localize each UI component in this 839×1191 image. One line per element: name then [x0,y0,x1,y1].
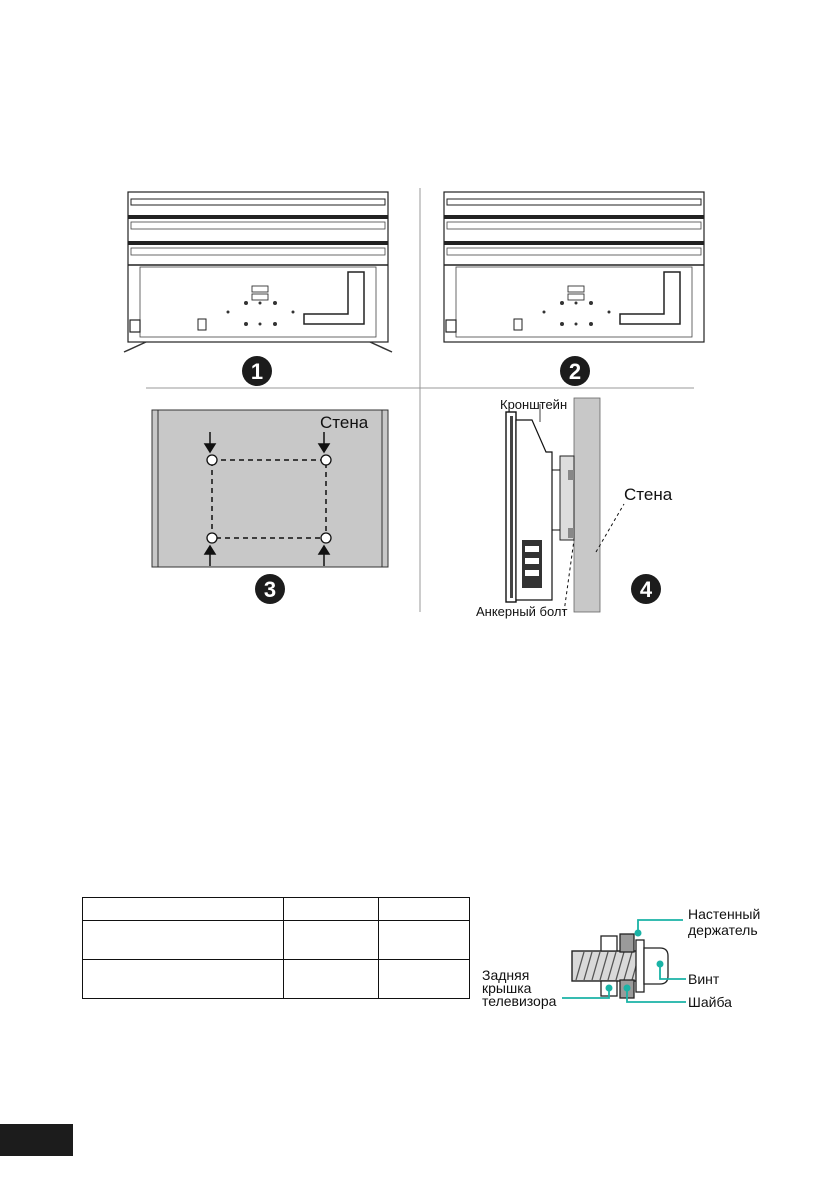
table-cell [284,960,379,999]
step-number-2: 2 [568,359,582,384]
anchor-bolt-label: Анкерный болт [476,604,568,619]
table-row [83,898,470,921]
bracket-label: Кронштейн [500,397,568,412]
tv-back-illustration-1 [124,192,392,352]
table-cell [284,898,379,921]
table-cell [379,960,470,999]
screw-label: Винт [688,971,720,987]
wall-mount-label-line2: держатель [688,922,758,938]
wall-label-step3: Стена [320,413,369,432]
washer-label: Шайба [688,994,732,1010]
back-cover-label-line1: Задняя [482,967,530,983]
wall-label-step4: Стена [624,485,673,504]
table-cell [83,898,284,921]
side-view-mounting [506,398,624,612]
back-cover-label-line3: телевизора [482,993,557,1009]
step-number-4: 4 [639,577,653,602]
table-row [83,960,470,999]
step-number-3: 3 [263,577,277,602]
table-cell [379,898,470,921]
table-cell [83,960,284,999]
screw-spec-table [82,897,470,999]
table-cell [284,921,379,960]
screw-assembly-diagram [470,900,800,1020]
tv-back-illustration-2 [444,192,704,342]
back-cover-label-line2: крышка [482,980,532,996]
step-number-1: 1 [250,359,264,384]
table-cell [379,921,470,960]
table-cell [83,921,284,960]
page-tab-marker [0,1124,73,1156]
wall-mount-label-line1: Настенный [688,906,761,922]
wall-hole-template [152,410,388,567]
table-row [83,921,470,960]
